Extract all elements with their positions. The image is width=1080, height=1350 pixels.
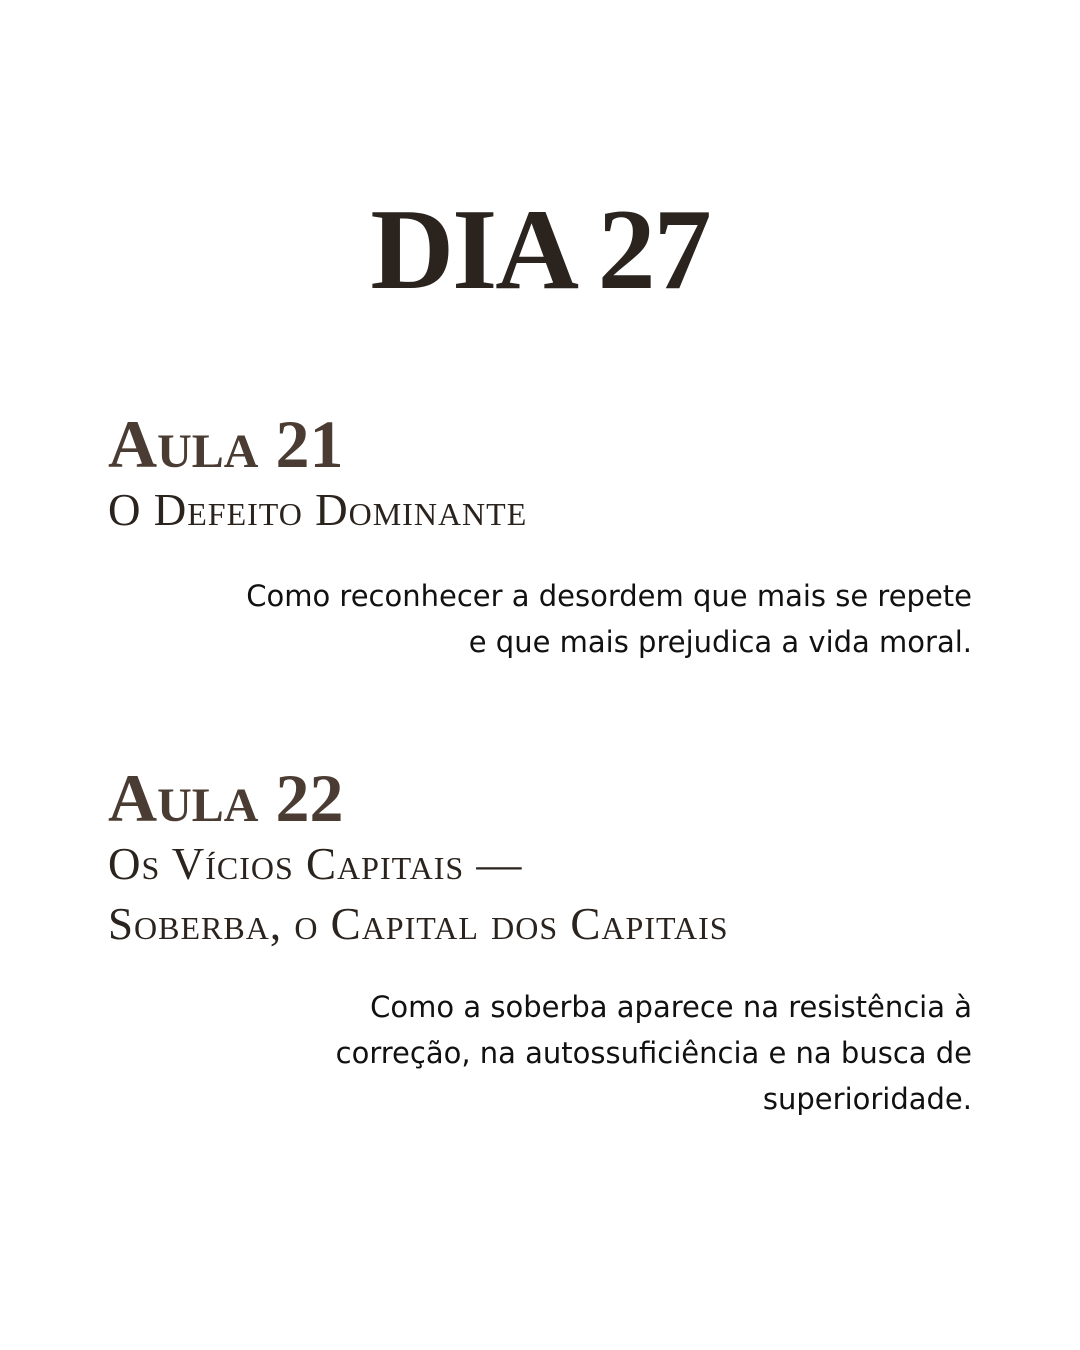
lesson-21 <box>108 406 972 659</box>
lesson-label: Aula 22 <box>108 760 344 836</box>
lesson-label: Aula 21 <box>108 406 344 482</box>
lesson-description: Como reconhecer a desordem que mais se repete e que mais prejudica a vida moral. <box>246 579 972 659</box>
lesson-title-line: Soberba, o Capital dos Capitais <box>108 899 729 949</box>
day-title: DIA 27 <box>370 186 710 314</box>
lesson-22 <box>108 760 972 1116</box>
lesson-description: Como a soberba aparece na resistência à correção, na autossuficiência e na busca de superioridade. <box>335 990 972 1116</box>
lesson-title-line: Os Vícios Capitais — <box>108 839 523 889</box>
lesson-title-line: O Defeito Dominante <box>108 485 528 535</box>
